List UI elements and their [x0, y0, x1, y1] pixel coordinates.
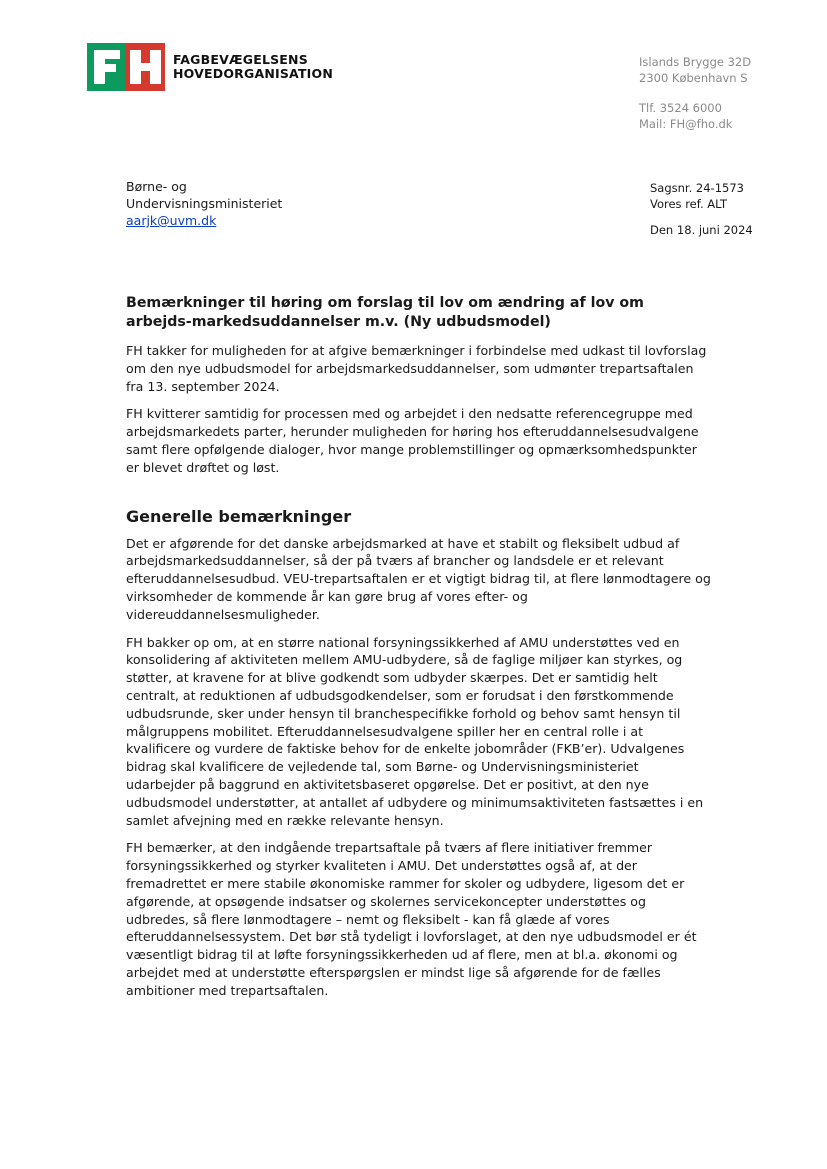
logo-letter-f [87, 43, 125, 91]
letter-body [126, 294, 711, 1010]
address-city: 2300 København S [639, 71, 748, 85]
fh-logo-mark-icon [87, 43, 165, 91]
sender-mail: Mail: FH@fho.dk [639, 117, 733, 131]
section-heading: Generelle bemærkninger [126, 506, 352, 526]
recipient-email-link[interactable]: aarjk@uvm.dk [126, 213, 217, 228]
our-reference: Vores ref. ALT [650, 197, 727, 211]
recipient-line-1: Børne- og [126, 179, 187, 194]
case-number: Sagsnr. 24-1573 [650, 181, 744, 195]
section-paragraph-1: Det er afgørende for det danske arbejdsmarked at have et stabilt og fleksibelt udbud af arbejdsmarkedsuddannelser, så der på tværs af brancher og landsdele er et relevant efteruddannelsesudbud. VEU-trepartsaftalen er et vigtigt bidrag til, at flere lønmodtagere og virksomheder de kommende år kan gøre brug af vores efter- og videreuddannelsesmuligheder. [126, 535, 711, 622]
logo-letter-h [125, 43, 165, 91]
intro-paragraph-1: FH takker for muligheden for at afgive bemærkninger i forbindelse med udkast til lovforslag om den nye udbudsmodel for arbejdsmarkedsuddannelser, som udmønter trepartsaftalen fra 13. september 2024. [126, 343, 707, 394]
case-meta [650, 180, 753, 238]
section-paragraph-3: FH bemærker, at den indgående trepartsaftale på tværs af flere initiativer fremmer forsyningssikkerhed og styrker kvaliteten i AMU. Det understøttes også af, at der fremadrettet er mere stabile økonomiske rammer for skoler og udbydere, ligesom det er afgørende, at opsøgende indsatser og skolernes servicekoncepter understøttes og udbredes, så flere lønmodtagere – nemt og fleksibelt - kan få glæde af vores efteruddannelsessystem. Det bør stå tydeligt i lovforslaget, at den nye udbudsmodel er ét væsentligt bidrag til at løfte forsyningssikkerheden ud af flere, men at bl.a. økonomi og arbejdet med at understøtte efterspørgslen er mindst lige så afgørende for de fælles ambitioner med trepartsaftalen. [126, 840, 697, 998]
address-street: Islands Brygge 32D [639, 55, 752, 69]
recipient-block [126, 178, 282, 229]
organization-logo [87, 43, 333, 91]
intro-paragraph-2: FH kvitterer samtidig for processen med og arbejdet i den nedsatte referencegruppe med arbejdsmarkedets parter, herunder muligheden for høring hos efteruddannelsesudvalgene samt flere opfølgende dialoger, hvor mange problemstillinger og opmærksomhedspunkter er blevet drøftet og løst. [126, 406, 699, 475]
logo-line-1: FAGBEVÆGELSENS [173, 52, 308, 67]
letter-date: Den 18. juni 2024 [650, 223, 753, 237]
document-title: Bemærkninger til høring om forslag til lov om ændring af lov om arbejds-markedsuddannelser m.v. (Ny udbudsmodel) [126, 295, 644, 330]
sender-address [639, 54, 751, 132]
section-paragraph-2: FH bakker op om, at en større national forsyningssikkerhed af AMU understøttes ved en konsolidering af aktiviteten mellem AMU-udbydere, så de faglige miljøer kan styrkes, og støtter, at kravene for at blive godkendt som udbyder skærpes. Det er samtidig helt centralt, at reduktionen af udbudsgodkendelser, som er forudsat i den førstkommende udbudsrunde, sker under hensyn til branchespecifikke forhold og behov samt hensyn til målgruppens mobilitet. Efteruddannelsesudvalgene spiller her en central rolle i at kvalificere og vurdere de faktiske behov for de enkelte jobområder (FKB’er). Udvalgenes bidrag skal kvalificere de vejledende tal, som Børne- og Undervisningsministeriet udarbejder på baggrund en aktivitetsbaseret opgørelse. Det er positivt, at den nye udbudsmodel understøtter, at antallet af udbydere og minimumsaktiviteten fastsættes i en samlet afvejning med en række relevante hensyn. [126, 634, 704, 828]
recipient-line-2: Undervisningsministeriet [126, 196, 283, 211]
logo-line-2: HOVEDORGANISATION [173, 66, 334, 81]
sender-phone: Tlf. 3524 6000 [639, 101, 722, 115]
logo-wordmark [173, 53, 333, 81]
